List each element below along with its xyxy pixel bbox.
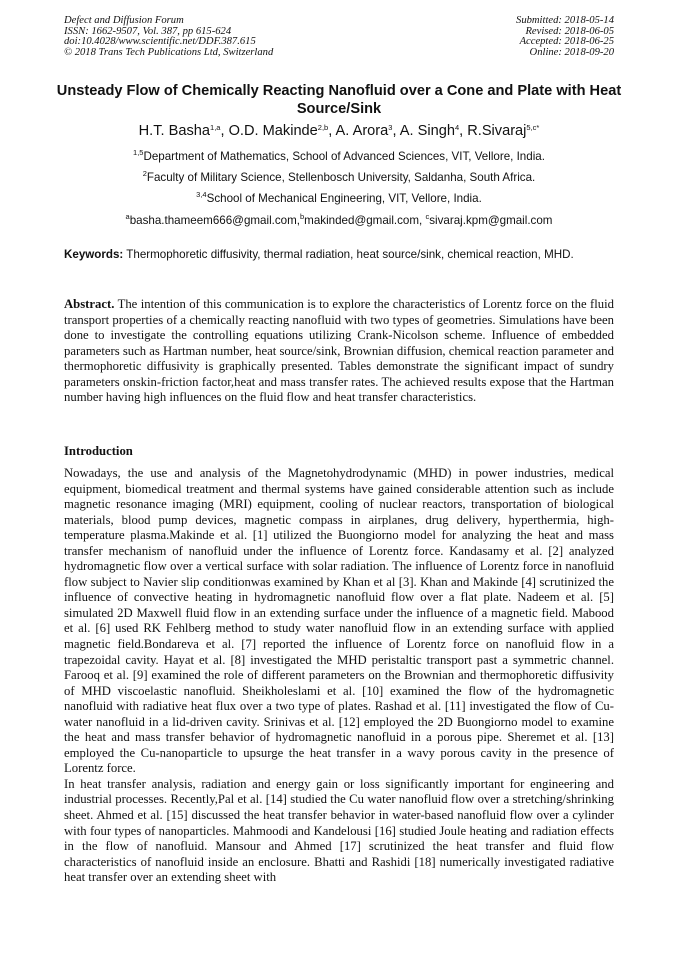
journal-info-header <box>64 16 273 58</box>
accepted-date: Accepted: 2018-06-25 <box>519 36 614 48</box>
author-name: H.T. Basha <box>138 123 211 139</box>
keywords-text: Thermophoretic diffusivity, thermal radiation, heat source/sink, chemical reaction, MHD. <box>123 248 574 261</box>
email-link[interactable]: makinded@gmail.com, <box>304 214 426 227</box>
author-list: H.T. Basha$^{1,a}$, O.D. Makinde$^{2,b}$, A. Arora$^3$, A. Singh$^4$, R.Sivaraj$^{5,c*}$ <box>138 123 540 139</box>
email-link[interactable]: basha.thameem666@gmail.com, <box>129 214 300 227</box>
affiliation-superscript: 2 <box>142 169 147 178</box>
affiliation-3 <box>40 192 638 206</box>
paragraph: Nowadays, the use and analysis of the Magnetohydrodynamic (MHD) in power industries, medical equipment, biomedical treatment and thermal systems have gained considerable attention such as include magnetic resonance imaging (MRI) equipment, cooling of nuclear reactors, transportation of biological materials, blood pump devices, magnetic compass in airplanes, drug delivery, hyperthermia, high-temperature plasma.Makinde et al. [1] utilized the Buongiorno model for analyzing the heat and mass transfer mechanism of nanofluid under the influence of Lorentz force. Kandasamy et al. [2] analyzed hydromagnetic flow over a vertical surface with solar radiation. The influence of Lorentz force in nanofluid flow subject to Navier slip conditionwas examined by Khan et al [3]. Khan and Makinde [4] scrutinized the influence of convective heating in hydromagnetic nanofluid flow over a flat plate. Nadeem et al. [5] simulated 2D Maxwell fluid flow in an extending surface under the influence of a magnetic field. Mabood et al. [6] used RK Fehlberg method to study water nanofluid flow in an extending surface with applied magnetic field.Bondareva et al. [7] reported the influence of Lorentz force on nanofluid flow in a trapezoidal cavity. Hayat et al. [8] investigated the MHD peristaltic transport past a symmetric channel. Farooq et al. [9] examined the role of different parameters on the Brownian and thermophoretic diffusivity of MHD viscoelastic nanofluid. Sheikholeslami et al. [10] examined the flow of the hydromagnetic nanofluid with radiative heat flux over a two type of plates. Rashad et al. [11] investigated the flow of Cu-water nanofluid in a lid-driven cavity. Srinivas et al. [12] employed the 2D Buongiorno model to examine the heat and mass transfer behavior of hydromagnetic nanofluid in a porous pipe. Sheremet et al. [13] employed the Cu-nanoparticle to upsurge the heat transfer in a wavy porous cavity in the presence of Lorentz force. <box>64 466 614 776</box>
affiliation-superscript: 3,4 <box>196 190 207 199</box>
revised-date: Revised: 2018-06-05 <box>525 25 614 37</box>
online-date: Online: 2018-09-20 <box>529 46 614 58</box>
abstract-text: The intention of this communication is to explore the characteristics of Lorentz force on the fluid transport properties of a chemically reacting nanofluid with two types of geometries. Simulations have been done to investigate the controlling equations utilizing Crank-Nicolson scheme. Influence of embedded parameters such as Hartman number, heat source/sink, Brownian diffusion, chemical reaction parameter and thermophoretic diffusivity is graphically presented. Tables demonstrate the significant impact of sundry parameters onskin-friction factor,heat and mass transfer rates. The achieved results expose that the Hartman number having high influences on the fluid flow and heat transfer characteristics. <box>64 297 614 405</box>
affiliation-1 <box>40 150 638 164</box>
dates-header <box>516 16 614 58</box>
journal-name: Defect and Diffusion Forum <box>64 15 184 26</box>
issn-line: ISSN: 1662-9507, Vol. 387, pp 615-624 <box>64 25 232 37</box>
email-superscript: a <box>125 212 130 221</box>
author-superscript: 2,b <box>317 123 329 132</box>
introduction-body <box>64 466 614 886</box>
email-superscript: b <box>300 212 305 221</box>
author-superscript: 4 <box>454 123 460 132</box>
paper-title: Unsteady Flow of Chemically Reacting Nanofluid over a Cone and Plate with Heat Source/Sink <box>56 83 622 117</box>
paragraph: In heat transfer analysis, radiation and energy gain or loss significantly important for engineering and industrial processes. Recently,Pal et al. [14] studied the Cu water nanofluid flow over a stretching/shrinking sheet. Ahmed et al. [15] discussed the heat transfer behavior in water-based nanofluid flow over a cylinder with four types of nanoparticles. Mahmoodi and Kandelousi [16] studied Joule heating and radiation effects in the flow of nanofluid. Mansour and Ahmed [17] scrutinized the heat transfer and fluid flow characteristics of nanofluid inside an enclosure. Bhatti and Rashidi [18] numerically investigated radiative heat transfer over an extending sheet with <box>64 776 614 885</box>
author-name: A. Arora <box>335 123 389 139</box>
author-name: R.Sivaraj <box>467 123 527 139</box>
email-link[interactable]: sivaraj.kpm@gmail.com <box>429 214 553 227</box>
doi-line: doi:10.4028/www.scientific.net/DDF.387.615 <box>64 36 256 48</box>
author-name: A. Singh <box>399 123 455 139</box>
abstract-section <box>64 297 614 406</box>
affiliation-text: Faculty of Military Science, Stellenbosch University, Saldanha, South Africa. <box>146 171 536 184</box>
author-superscript: 3 <box>388 123 393 132</box>
affiliation-text: School of Mechanical Engineering, VIT, Vellore, India. <box>206 192 482 205</box>
section-heading-introduction: Introduction <box>64 444 133 458</box>
author-superscript: 1,a <box>210 123 221 132</box>
affiliation-2 <box>40 171 638 185</box>
keywords-section <box>64 248 614 263</box>
abstract-label: Abstract. <box>64 297 115 311</box>
author-name: O.D. Makinde <box>228 123 318 139</box>
email-superscript: c <box>425 212 430 221</box>
affiliation-superscript: 1,5 <box>133 148 144 157</box>
author-superscript: 5,c* <box>526 123 540 132</box>
affiliation-text: Department of Mathematics, School of Advanced Sciences, VIT, Vellore, India. <box>143 150 545 163</box>
submitted-date: Submitted: 2018-05-14 <box>516 15 614 26</box>
keywords-label: Keywords: <box>64 248 124 261</box>
copyright-line: © 2018 Trans Tech Publications Ltd, Switzerland <box>64 46 274 58</box>
author-emails <box>40 214 638 228</box>
